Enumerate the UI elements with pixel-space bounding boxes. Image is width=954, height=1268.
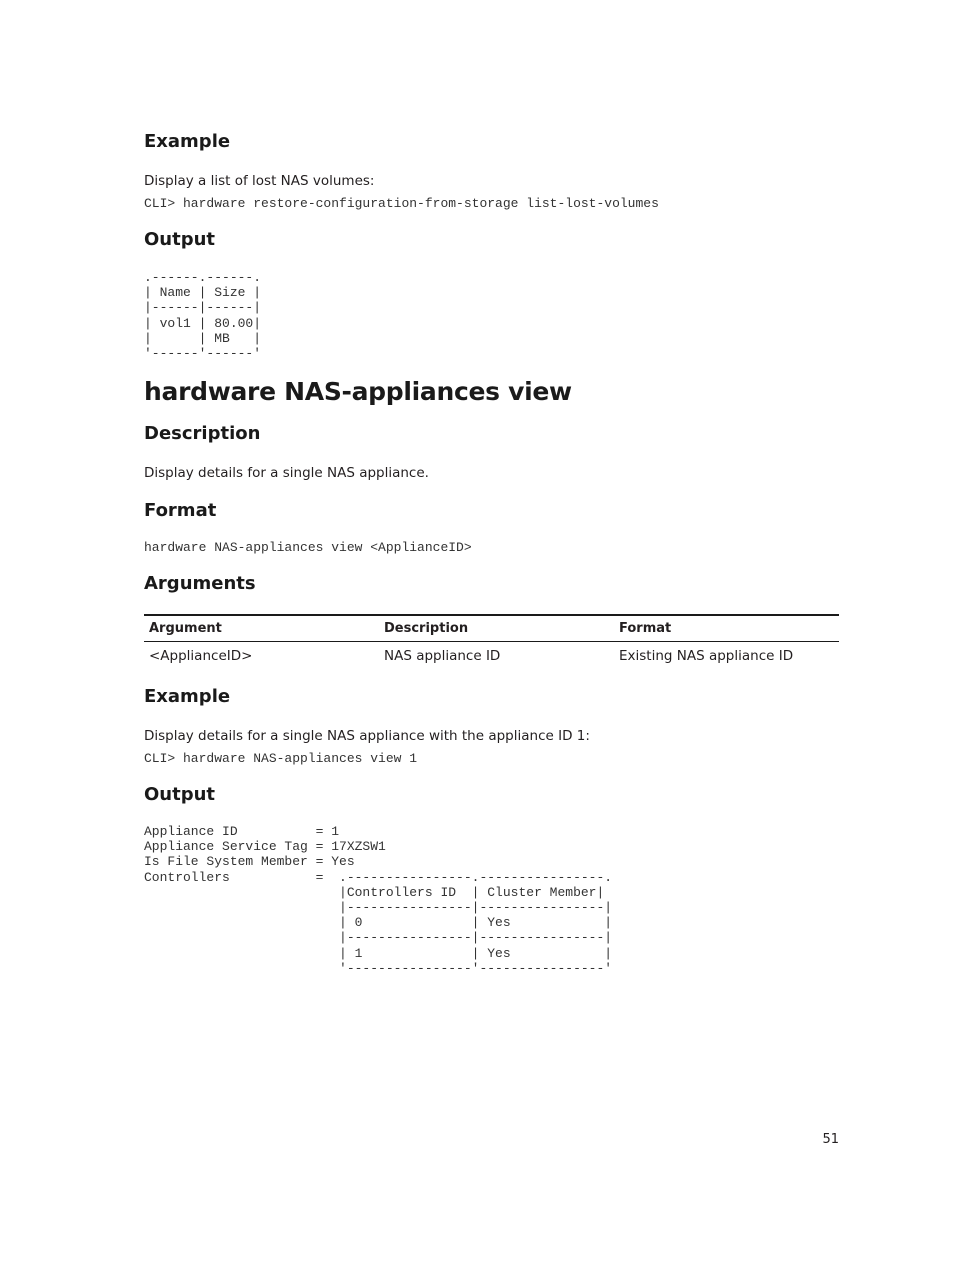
cell-format: Existing NAS appliance ID bbox=[619, 648, 794, 664]
example-command: CLI> hardware restore-configuration-from-storage list-lost-volumes bbox=[144, 196, 659, 211]
topic-title: hardware NAS-appliances view bbox=[144, 377, 572, 406]
description-text: Display details for a single NAS appliance. bbox=[144, 465, 429, 481]
example-heading-2: Example bbox=[144, 686, 231, 707]
column-header-argument: Argument bbox=[144, 615, 379, 642]
format-heading: Format bbox=[144, 500, 217, 521]
arguments-table bbox=[144, 614, 839, 669]
arguments-heading: Arguments bbox=[144, 573, 256, 594]
example-command-2: CLI> hardware NAS-appliances view 1 bbox=[144, 751, 418, 766]
cell-argument: <ApplianceID> bbox=[149, 648, 253, 664]
output-block-2: Appliance ID = 1 Appliance Service Tag = 17XZSW1 Is File System Member = Yes Controllers = .----------------.----------------. |Controllers ID | Cluster Member| |----------------|----------------| | 0 | Yes | |----------------|----------------| | 1 | Yes | '----------------'----------------' bbox=[144, 824, 613, 976]
example-description: Display a list of lost NAS volumes: bbox=[144, 173, 375, 189]
example-heading: Example bbox=[144, 131, 231, 152]
column-header-format: Format bbox=[614, 615, 839, 642]
format-command: hardware NAS-appliances view <ApplianceID> bbox=[144, 540, 472, 555]
description-heading: Description bbox=[144, 423, 261, 444]
example-description-2: Display details for a single NAS appliance with the appliance ID 1: bbox=[144, 728, 590, 744]
page-number: 51 bbox=[822, 1132, 839, 1147]
output-heading-2: Output bbox=[144, 784, 216, 805]
table-row bbox=[144, 642, 839, 670]
output-block: .------.------. | Name | Size | |------|------| | vol1 | 80.00| | | MB | '------'------' bbox=[144, 270, 262, 362]
column-header-description: Description bbox=[379, 615, 614, 642]
cell-description: NAS appliance ID bbox=[384, 648, 501, 664]
table-header-row bbox=[144, 615, 839, 642]
output-heading: Output bbox=[144, 229, 216, 250]
